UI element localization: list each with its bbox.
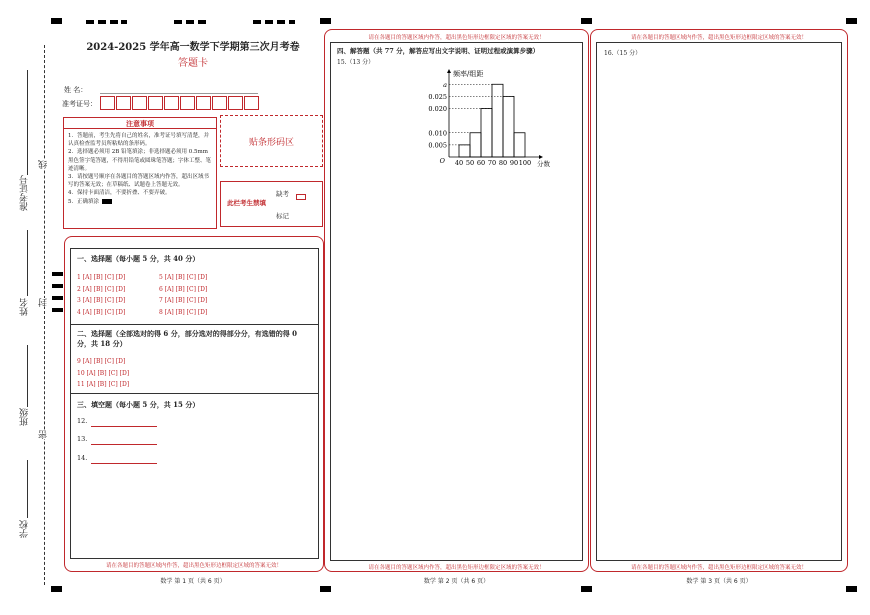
- section2-title-line: 分，共 18 分）: [77, 339, 127, 348]
- page2-answer-panel: [324, 29, 589, 572]
- side-label-school: 学校: [20, 520, 30, 538]
- histogram-bar: [492, 84, 503, 157]
- instructions-title: 注意事项: [64, 118, 216, 129]
- instructions-box: [63, 117, 217, 229]
- histogram-bar: [514, 133, 525, 157]
- choice-row[interactable]: 1 [A] [B] [C] [D]: [77, 274, 126, 281]
- registration-mark: [51, 18, 62, 24]
- x-tick-label: 70: [487, 159, 497, 167]
- page1-answer-area: [70, 248, 319, 559]
- registration-mark: [289, 20, 295, 24]
- registration-mark: [277, 20, 285, 24]
- notice-text: 请在各题目的答题区域内作答，超出黑色矩形边框限定区域的答案无效！: [368, 565, 545, 571]
- choice-row[interactable]: 4 [A] [B] [C] [D]: [77, 308, 126, 316]
- section2-title-line: 二、选择题（全部选对的得 6 分，部分选对的得部分分，有选错的得 0: [77, 329, 298, 338]
- registration-mark: [51, 586, 62, 592]
- name-field[interactable]: [100, 93, 258, 94]
- page-title: 2024-2025 学年高一数学下学期第三次月考卷: [86, 42, 300, 53]
- filled-sample-icon: [102, 199, 112, 204]
- cut-seal-label: 封: [39, 298, 49, 307]
- choice-row[interactable]: 9 [A] [B] [C] [D]: [77, 358, 126, 365]
- registration-mark: [265, 20, 273, 24]
- mark-label: 标记: [276, 212, 289, 220]
- frequency-histogram: [428, 67, 581, 168]
- choice-row[interactable]: 5 [A] [B] [C] [D]: [159, 274, 208, 281]
- fill-blank-line[interactable]: [91, 444, 157, 445]
- notice-text: 请在各题目的答题区域内作答，超出黑色矩形边框限定区域的答案无效！: [368, 35, 545, 41]
- registration-mark: [846, 18, 857, 24]
- registration-mark: [581, 18, 592, 24]
- notice-text: 请在各题目的答题区域内作答，超出黑色矩形边框限定区域的答案无效！: [105, 563, 282, 569]
- absent-box: [220, 181, 323, 227]
- notice-text: 请在各题目的答题区域内作答，超出黑色矩形边框限定区域的答案无效！: [630, 565, 807, 571]
- registration-mark: [121, 20, 127, 24]
- registration-mark: [98, 20, 106, 24]
- registration-mark: [198, 20, 206, 24]
- section4-title: 四、解答题（共 77 分，解答应写出文字说明、证明过程或演算步骤）: [337, 47, 540, 55]
- registration-mark: [110, 20, 118, 24]
- instruction-item: 3．请按题号顺序在各题目的答题区域内作答，超出区域书写的答案无效；在草稿纸、试题卷上答题无效。: [68, 174, 210, 189]
- fill-blank-12: [77, 417, 167, 429]
- x-axis-label: 分数: [537, 160, 550, 168]
- forbidden-label: 此栏考生禁填: [227, 199, 266, 207]
- x-tick-label: 80: [498, 159, 508, 167]
- section1-right-options: [159, 272, 239, 318]
- side-label-exam-id: 准考证号: [20, 175, 30, 211]
- y-tick-label: 0.020: [428, 105, 447, 114]
- registration-mark: [320, 18, 331, 24]
- y-tick-label: a: [443, 80, 447, 89]
- section-divider: [71, 324, 318, 325]
- x-tick-label: 40: [454, 159, 464, 167]
- page-subtitle: 答题卡: [178, 58, 208, 69]
- histogram-bar: [459, 145, 470, 157]
- instruction-item: 4．保持卡面清洁，不要折叠、不要弄破。: [68, 190, 171, 197]
- registration-mark: [186, 20, 194, 24]
- x-tick-label: 100: [518, 159, 532, 167]
- choice-row[interactable]: 11 [A] [B] [C] [D]: [77, 381, 130, 388]
- fill-blank-14: [77, 454, 167, 466]
- registration-mark: [52, 308, 63, 312]
- section-divider: [71, 393, 318, 394]
- registration-mark: [253, 20, 261, 24]
- section1-title: 一、选择题（每小题 5 分，共 40 分）: [77, 254, 200, 263]
- x-tick-label: 60: [476, 159, 486, 167]
- side-underline: [27, 460, 28, 518]
- barcode-area: [220, 115, 323, 167]
- fill-blank-label: 14.: [77, 454, 88, 462]
- page3-answer-area: [596, 42, 842, 561]
- side-underline: [27, 230, 28, 296]
- fill-blank-line[interactable]: [91, 426, 157, 427]
- x-tick-label: 90: [509, 159, 519, 167]
- notice-text: 请在各题目的答题区域内作答，超出黑色矩形边框限定区域的答案无效！: [630, 35, 807, 41]
- choice-row[interactable]: 3 [A] [B] [C] [D]: [77, 297, 126, 304]
- registration-mark: [581, 586, 592, 592]
- section1-left-options: [77, 272, 157, 318]
- side-label-class: 班级: [20, 408, 30, 426]
- cut-line-label: 线: [39, 160, 49, 169]
- histogram-bar: [481, 109, 492, 157]
- page2-answer-area: [330, 42, 583, 561]
- choice-row[interactable]: 6 [A] [B] [C] [D]: [159, 285, 208, 293]
- page1-answer-panel: [64, 236, 324, 572]
- section2-title: [77, 329, 317, 349]
- choice-row[interactable]: 7 [A] [B] [C] [D]: [159, 297, 208, 304]
- side-underline: [27, 70, 28, 175]
- registration-mark: [846, 586, 857, 592]
- side-label-name: 姓名: [20, 298, 30, 316]
- y-tick-label: 0.010: [428, 129, 447, 138]
- y-tick-label: 0.025: [428, 92, 447, 101]
- instruction-item: 1．答题前，考生先将自己的姓名，准考证号填写清楚，并认真检查监考员所粘贴的条形码。: [68, 133, 210, 148]
- y-axis-label: 频率/组距: [453, 70, 484, 78]
- x-tick-label: 50: [465, 159, 475, 167]
- registration-mark: [86, 20, 94, 24]
- origin-label: O: [439, 157, 445, 165]
- binding-line: [44, 45, 45, 585]
- fill-blank-label: 12.: [77, 417, 88, 425]
- choice-row[interactable]: 10 [A] [B] [C] [D]: [77, 369, 130, 377]
- registration-mark: [52, 284, 63, 288]
- fill-blank-13: [77, 435, 167, 447]
- page-footer: 数学 第 3 页（共 6 页）: [686, 578, 752, 585]
- name-label: 姓 名：: [64, 86, 88, 94]
- cut-dense-label: 密: [39, 430, 49, 439]
- instruction-item: 5．正确填涂: [68, 198, 99, 205]
- instruction-item: 2．选择题必须用 2B 铅笔填涂；非选择题必须用 0.5mm 黑色签字笔答题，不得用铅笔或圆珠笔答题；字体工整、笔迹清晰。: [68, 149, 212, 172]
- registration-mark: [52, 272, 63, 276]
- exam-id-label: 准考证号：: [62, 100, 97, 108]
- side-underline: [27, 345, 28, 407]
- x-axis-arrow: [539, 155, 543, 159]
- histogram-bar: [503, 96, 514, 157]
- fill-blank-label: 13.: [77, 435, 88, 443]
- y-axis-arrow: [447, 69, 451, 73]
- histogram-bar: [470, 133, 481, 157]
- question-15-label: 15.（13 分）: [337, 59, 375, 66]
- registration-mark: [320, 586, 331, 592]
- section3-title: 三、填空题（每小题 5 分，共 15 分）: [77, 400, 200, 409]
- barcode-label: 贴条形码区: [248, 137, 294, 148]
- page3-answer-panel: [590, 29, 848, 572]
- choice-row[interactable]: 2 [A] [B] [C] [D]: [77, 285, 126, 293]
- absent-checkbox[interactable]: [296, 194, 306, 200]
- section2-options: [77, 356, 177, 391]
- choice-row[interactable]: 8 [A] [B] [C] [D]: [159, 308, 208, 316]
- y-tick-label: 0.005: [428, 141, 447, 150]
- exam-id-boxes[interactable]: [100, 96, 260, 112]
- page-footer: 数学 第 2 页（共 6 页）: [423, 578, 490, 585]
- fill-blank-line[interactable]: [91, 463, 157, 464]
- absent-label: 缺考: [276, 190, 289, 198]
- registration-mark: [52, 296, 63, 300]
- page-footer: 数学 第 1 页（共 6 页）: [160, 578, 226, 585]
- question-16-label: 16.（15 分）: [604, 50, 642, 57]
- registration-mark: [174, 20, 182, 24]
